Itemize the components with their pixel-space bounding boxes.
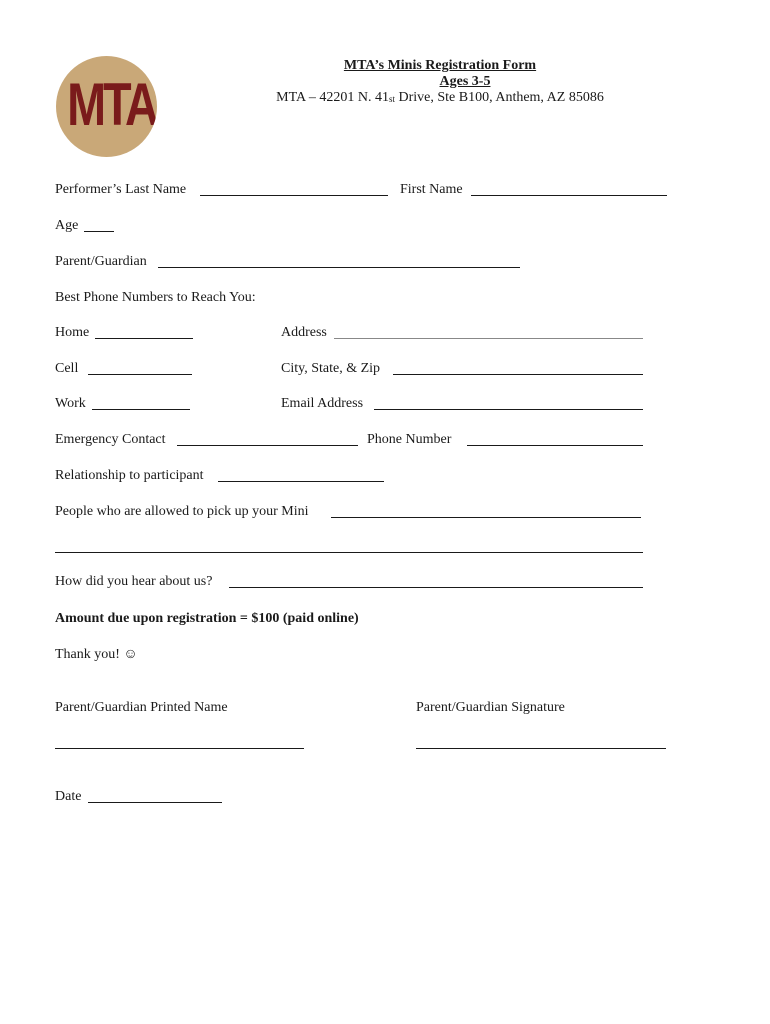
- amount-due-text: Amount due upon registration = $100 (paid online): [55, 611, 359, 626]
- pickup-field[interactable]: [331, 517, 641, 518]
- printed-name-field[interactable]: [55, 748, 304, 749]
- printed-name-label: Parent/Guardian Printed Name: [55, 700, 228, 715]
- work-phone-label: Work: [55, 396, 86, 411]
- address-prefix: MTA – 42201 N. 41: [276, 90, 389, 105]
- relationship-label: Relationship to participant: [55, 468, 204, 483]
- form-address: [240, 90, 640, 106]
- hear-about-label: How did you hear about us?: [55, 574, 213, 589]
- date-field[interactable]: [88, 802, 222, 803]
- email-field[interactable]: [374, 409, 643, 410]
- address-label: Address: [281, 325, 327, 340]
- address-superscript: st: [388, 94, 395, 104]
- phone-number-label: Phone Number: [367, 432, 452, 447]
- home-phone-field[interactable]: [95, 338, 193, 339]
- hear-about-field[interactable]: [229, 587, 643, 588]
- pickup-label: People who are allowed to pick up your Mini: [55, 504, 309, 519]
- form-ages: Ages 3-5: [439, 74, 491, 89]
- guardian-field[interactable]: [158, 267, 520, 268]
- address-suffix: Drive, Ste B100, Anthem, AZ 85086: [395, 90, 604, 105]
- phones-heading: Best Phone Numbers to Reach You:: [55, 290, 256, 305]
- emergency-contact-field[interactable]: [177, 445, 358, 446]
- home-phone-label: Home: [55, 325, 90, 340]
- thank-you-text: Thank you! ☺: [55, 647, 138, 662]
- form-header: [240, 58, 640, 106]
- phone-number-field[interactable]: [467, 445, 643, 446]
- age-label: Age: [55, 218, 79, 233]
- date-label: Date: [55, 789, 82, 804]
- email-label: Email Address: [281, 396, 364, 411]
- first-name-label: First Name: [400, 182, 463, 197]
- cell-phone-field[interactable]: [88, 374, 192, 375]
- guardian-label: Parent/Guardian: [55, 254, 147, 269]
- form-title: MTA’s Minis Registration Form: [343, 58, 537, 73]
- first-name-field[interactable]: [471, 195, 667, 196]
- last-name-field[interactable]: [200, 195, 388, 196]
- age-field[interactable]: [84, 231, 114, 232]
- signature-field[interactable]: [416, 748, 666, 749]
- signature-label: Parent/Guardian Signature: [416, 700, 565, 715]
- pickup-field-continued[interactable]: [55, 552, 643, 553]
- address-field[interactable]: [334, 338, 643, 339]
- last-name-label: Performer’s Last Name: [55, 182, 187, 197]
- mta-logo: [56, 56, 157, 157]
- emergency-contact-label: Emergency Contact: [55, 432, 166, 447]
- work-phone-field[interactable]: [92, 409, 190, 410]
- city-state-zip-field[interactable]: [393, 374, 643, 375]
- logo-text: MTA: [67, 71, 156, 138]
- relationship-field[interactable]: [218, 481, 384, 482]
- cell-phone-label: Cell: [55, 361, 79, 376]
- city-state-zip-label: City, State, & Zip: [281, 361, 381, 376]
